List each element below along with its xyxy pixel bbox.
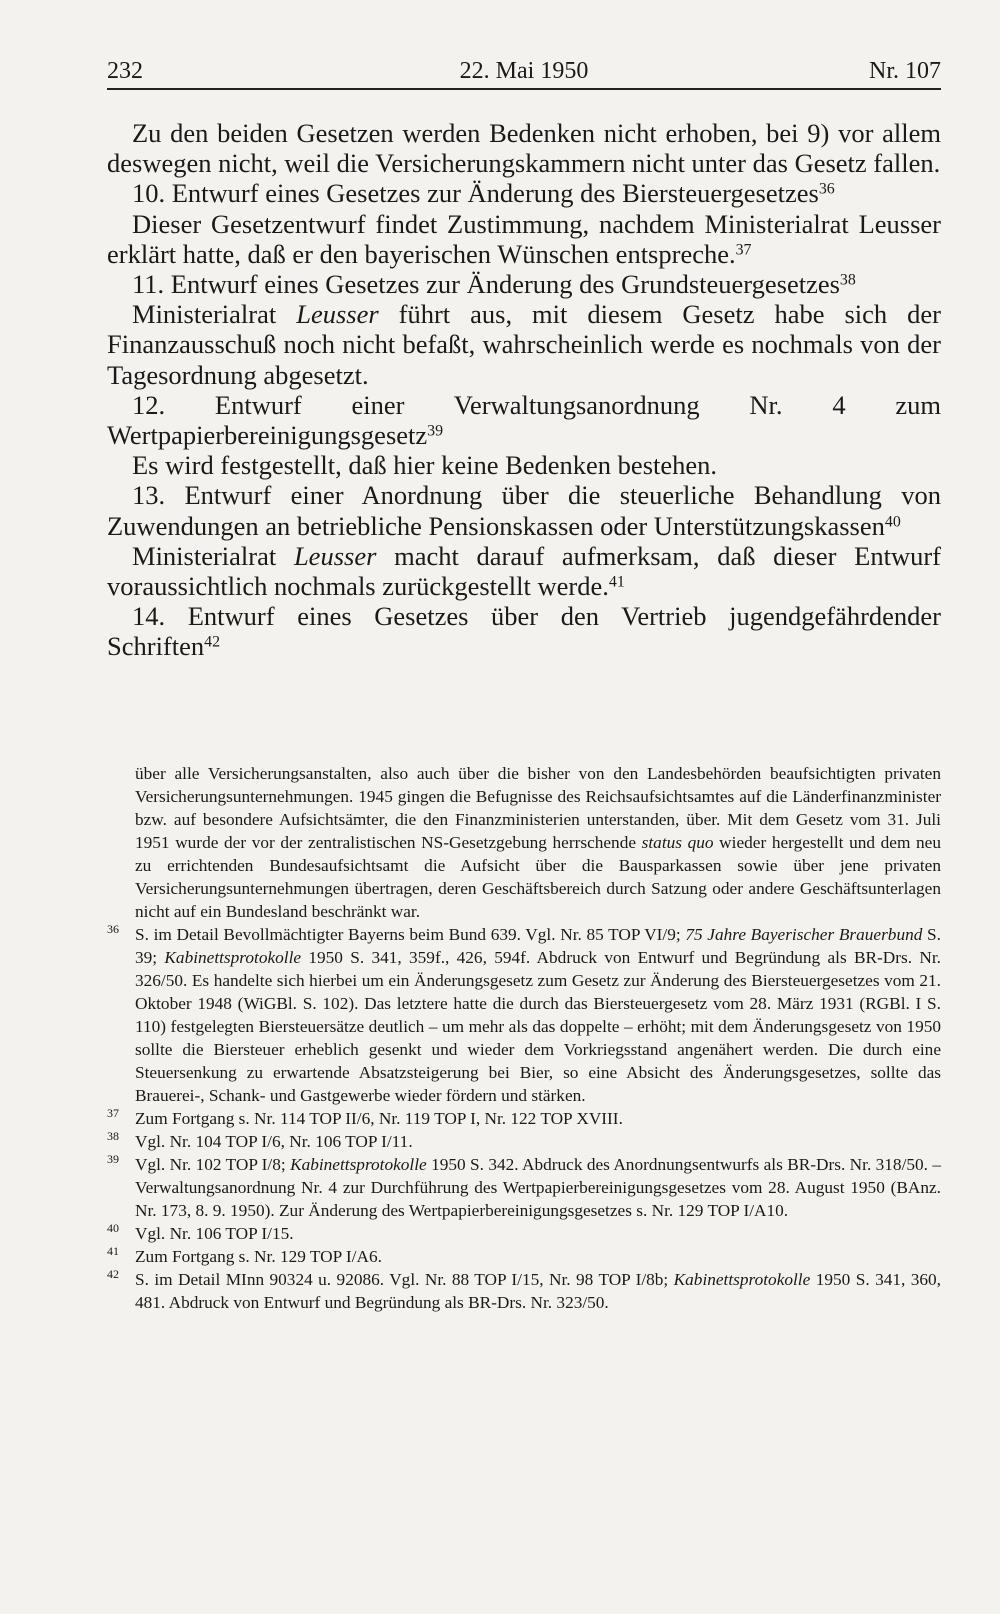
footnote-number: 40 — [107, 1221, 119, 1235]
footnote-40: 40 Vgl. Nr. 106 TOP I/15. — [107, 1222, 941, 1245]
header-date: 22. Mai 1950 — [459, 58, 589, 84]
item-13-title: 13. Entwurf einer Anordnung über die steuerliche Behandlung von Zuwendungen an betriebliche Pensionskassen oder Unterstützungskassen$^{40}$ — [107, 480, 941, 541]
footnote-ref: 42 — [204, 633, 221, 651]
item-10-title: 10. Entwurf eines Gesetzes zur Änderung des Biersteuergesetzes$^{36}$ — [132, 178, 835, 209]
footnote-42: 42 S. im Detail MInn 90324 u. 92086. Vgl. Nr. 88 TOP I/15, Nr. 98 TOP I/8b; Kabinettsprotokolle 1950 S. 341, 360, 481. Abdruck von Entwurf und Begründung als BR-Drs. Nr. 323/50. — [107, 1268, 941, 1314]
footnote-number: 39 — [107, 1152, 119, 1166]
item-11-title: 11. Entwurf eines Gesetzes zur Änderung des Grundsteuergesetzes$^{38}$ — [132, 269, 856, 300]
running-header — [107, 52, 941, 90]
item-14-title: 14. Entwurf eines Gesetzes über den Vertrieb jugendgefährdender Schriften$^{42}$ — [107, 601, 941, 662]
page-number: 232 — [107, 58, 143, 84]
footnote-41: 41 Zum Fortgang s. Nr. 129 TOP I/A6. — [107, 1245, 941, 1268]
item-12-title: 12. Entwurf einer Verwaltungsanordnung Nr. 4 zum Wertpapierbereinigungsgesetz$^{39}$ — [107, 389, 941, 451]
footnote-number: 42 — [107, 1267, 119, 1281]
footnote-number: 37 — [107, 1106, 119, 1120]
footnote-37: 37 Zum Fortgang s. Nr. 114 TOP II/6, Nr. 119 TOP I, Nr. 122 TOP XVIII. — [107, 1107, 941, 1130]
item-12-text: Es wird festgestellt, daß hier keine Bedenken bestehen. — [132, 450, 718, 481]
person-name: Leusser — [293, 540, 377, 571]
protocol-number: Nr. 107 — [869, 58, 941, 84]
footnote-ref: 39 — [427, 422, 444, 440]
main-text — [107, 118, 941, 662]
person-name: Leusser — [296, 299, 379, 330]
paragraph-items-8-9: Zu den beiden Gesetzen werden Bedenken nicht erhoben, bei 9) vor allem deswegen nicht, weil die Versicherungskammern nicht unter das Gesetz fallen. — [107, 118, 941, 179]
footnote-38: 38 Vgl. Nr. 104 TOP I/6, Nr. 106 TOP I/11. — [107, 1130, 941, 1153]
footnote-number: 38 — [107, 1129, 119, 1143]
footnote-continuation: über alle Versicherungsanstalten, also auch über die bisher von den Landesbehörden beaufsichtigten privaten Versicherungsunternehmungen. 1945 gingen die Befugnisse des Reichsaufsichtsamtes auf die Länderfinanzminister bzw. auf besondere Aufsichtsämter, die den Finanzministerien unterstanden, über. Mit dem Gesetz vom 31. Juli 1951 wurde der vor der zentralistischen NS-Gesetzgebung herrschende status quo wieder hergestellt und dem neu zu errichtenden Bundesaufsichtsamt die Aufsicht über die Bausparkassen sowie über jene privaten Versicherungsunternehmungen übertragen, deren Geschäftsbereich durch Satzung oder andere Geschäftsunterlagen nicht auf ein Bundesland beschränkt war. — [135, 764, 941, 921]
footnote-ref: 37 — [735, 241, 752, 259]
footnote-number: 41 — [107, 1244, 119, 1258]
footnote-ref: 40 — [884, 512, 901, 530]
footnote-39: 39 Vgl. Nr. 102 TOP I/8; Kabinettsprotokolle 1950 S. 342. Abdruck des Anordnungsentwurfs als BR-Drs. Nr. 318/50. – Verwaltungsanordnung Nr. 4 zur Durchführung des Wertpapierbereinigungsgesetzes vom 28. August 1950 (BAnz. Nr. 173, 8. 9. 1950). Zur Änderung des Wertpapierbereinigungsgesetzes s. Nr. 129 TOP I/A10. — [107, 1153, 941, 1222]
item-13-text: Ministerialrat Leusser macht darauf aufmerksam, daß dieser Entwurf voraussichtlich nochmals zurückgestellt werde.$^{41}$ — [107, 540, 941, 602]
footnote-number: 36 — [107, 922, 119, 936]
footnote-ref: 38 — [839, 271, 856, 289]
footnote-ref: 36 — [818, 180, 835, 198]
footnotes — [107, 762, 941, 1314]
footnote-36: 36 S. im Detail Bevollmächtigter Bayerns beim Bund 639. Vgl. Nr. 85 TOP VI/9; 75 Jahre Bayerischer Brauerbund S. 39; Kabinettsprotokolle 1950 S. 341, 359f., 426, 594f. Abdruck von Entwurf und Begründung als BR-Drs. Nr. 326/50. Es handelte sich hierbei um ein Änderungsgesetz zum Gesetz zur Änderung des Biersteuergesetzes vom 21. Oktober 1948 (WiGBl. S. 102). Das letztere hatte die durch das Biersteuergesetz vom 28. März 1931 (RGBl. I S. 110) festgelegten Biersteuersätze deutlich – um mehr als das doppelte – erhöht; mit dem Änderungsgesetz von 1950 sollte die Biersteuer erheblich gesenkt und wieder dem Vorkriegsstand angenähert werden. Die durch eine Steuersenkung zu erwartende Absatzsteigerung bei Bier, so eine Absicht des Änderungsgesetzes, sollte das Brauerei-, Schank- und Gastgewerbe wieder fördern und stärken. — [107, 923, 941, 1107]
footnote-ref: 41 — [608, 573, 625, 591]
item-10-text: Dieser Gesetzentwurf findet Zustimmung, nachdem Ministerialrat Leusser erklärt hatte, daß er den bayerischen Wünschen entspreche.$^{37}$ — [107, 208, 941, 269]
item-11-text: Ministerialrat Leusser führt aus, mit diesem Gesetz habe sich der Finanzausschuß noch nicht befaßt, wahrscheinlich werde es nochmals von der Tagesordnung abgesetzt. — [107, 299, 941, 390]
